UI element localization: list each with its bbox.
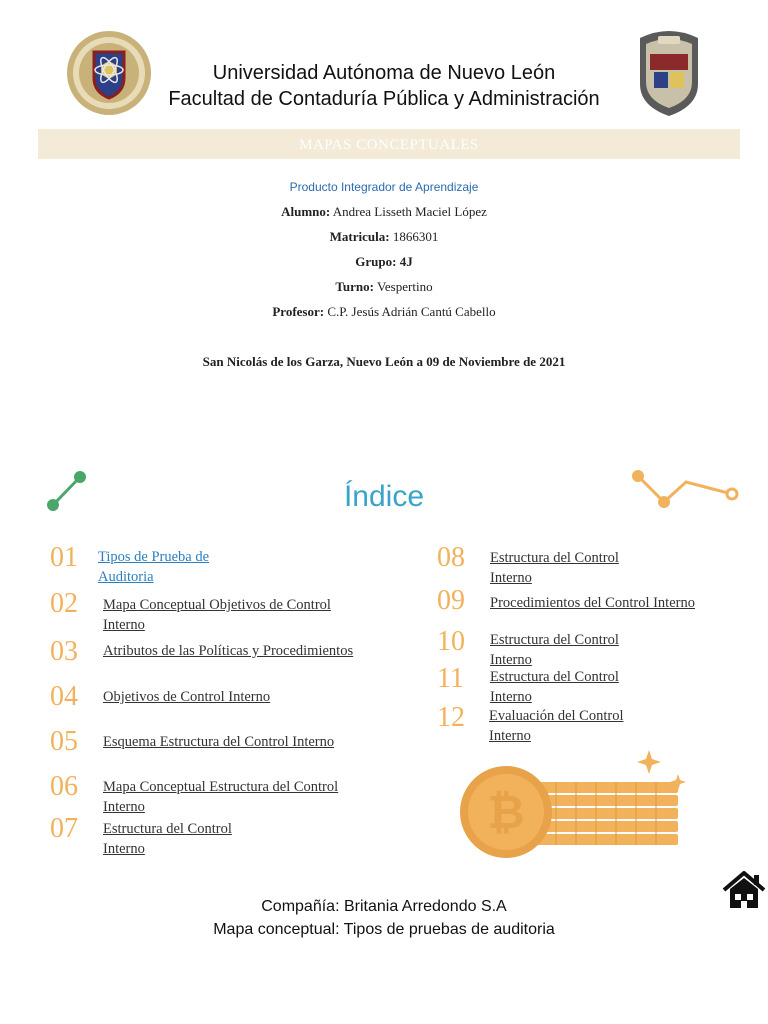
index-number: 02: [50, 588, 78, 619]
index-number: 08: [437, 542, 465, 573]
index-link-05[interactable]: Esquema Estructura del Control Interno: [103, 734, 335, 750]
university-name: Universidad Autónoma de Nuevo León: [212, 62, 556, 84]
shift-label: Turno:: [335, 279, 374, 294]
index-link-line[interactable]: Estructura del Control: [490, 669, 619, 685]
index-link-09[interactable]: Procedimientos del Control Interno: [490, 595, 695, 611]
index-link-07[interactable]: [103, 819, 232, 859]
student-name: Andrea Lisseth Maciel López: [332, 204, 487, 219]
index-number: 07: [50, 813, 78, 844]
index-link-line[interactable]: Interno: [490, 652, 532, 668]
index-link-line[interactable]: Interno: [103, 617, 145, 633]
index-link-line[interactable]: Tipos de Prueba de: [98, 549, 210, 565]
product-name: Producto Integrador de Aprendizaje: [289, 180, 479, 194]
university-header: [0, 60, 768, 112]
index-link-line[interactable]: Mapa Conceptual Objetivos de Control: [103, 597, 331, 613]
index-link-line[interactable]: Mapa Conceptual Estructura del Control: [103, 779, 339, 795]
title-band: MAPAS CONCEPTUALES: [38, 129, 740, 159]
shift-line: [0, 279, 768, 295]
shift-value: Vespertino: [376, 279, 433, 294]
place-date: San Nicolás de los Garza, Nuevo León a 09 de Noviembre de 2021: [202, 354, 566, 369]
index-link-line[interactable]: Evaluación del Control: [489, 708, 624, 724]
professor-name: C.P. Jesús Adrián Cantú Cabello: [327, 304, 496, 319]
group-label: Grupo:: [355, 254, 397, 269]
index-link-line[interactable]: Estructura del Control: [103, 821, 232, 837]
student-label: Alumno:: [281, 204, 331, 219]
index-link-11[interactable]: [490, 667, 619, 707]
professor-line: [0, 304, 768, 320]
index-number: 10: [437, 626, 465, 657]
index-number: 11: [437, 663, 464, 694]
student-line: [0, 204, 768, 220]
index-link-12[interactable]: [489, 706, 624, 746]
index-link-04[interactable]: Objetivos de Control Interno: [103, 689, 271, 705]
index-number: 12: [437, 702, 465, 733]
index-number: 03: [50, 636, 78, 667]
index-link-08[interactable]: [490, 548, 619, 588]
index-link-line[interactable]: Interno: [489, 728, 531, 744]
group-value: 4J: [399, 254, 413, 269]
index-link-line[interactable]: Interno: [490, 689, 532, 705]
index-link-line[interactable]: Interno: [490, 570, 532, 586]
index-link-10[interactable]: [490, 630, 619, 670]
index-link-line[interactable]: Auditoria: [98, 569, 154, 585]
bitcoin-coins-illustration: [456, 748, 688, 860]
map-line: Mapa conceptual: Tipos de pruebas de auditoria: [213, 921, 555, 938]
matricula-line: [0, 229, 768, 245]
index-link-line[interactable]: Estructura del Control: [490, 632, 619, 648]
index-number: 04: [50, 681, 78, 712]
faculty-name: Facultad de Contaduría Pública y Administración: [168, 88, 600, 110]
svg-text:₿: ₿: [487, 785, 525, 839]
index-link-01[interactable]: [98, 547, 209, 587]
index-number: 09: [437, 585, 465, 616]
index-number: 01: [50, 542, 78, 573]
index-link-line[interactable]: Interno: [103, 799, 145, 815]
professor-label: Profesor:: [272, 304, 325, 319]
index-number: 06: [50, 771, 78, 802]
index-link-line[interactable]: Interno: [103, 841, 145, 857]
index-title: Índice: [343, 480, 425, 513]
index-link-06[interactable]: [103, 777, 338, 817]
index-link-line[interactable]: Estructura del Control: [490, 550, 619, 566]
matricula-label: Matricula:: [329, 229, 390, 244]
index-link-02[interactable]: [103, 595, 331, 635]
group-line: [0, 254, 768, 270]
company-line: Compañía: Britania Arredondo S.A: [261, 898, 507, 915]
matricula-value: 1866301: [392, 229, 439, 244]
index-link-03[interactable]: Atributos de las Políticas y Procedimientos: [103, 643, 354, 659]
index-number: 05: [50, 726, 78, 757]
